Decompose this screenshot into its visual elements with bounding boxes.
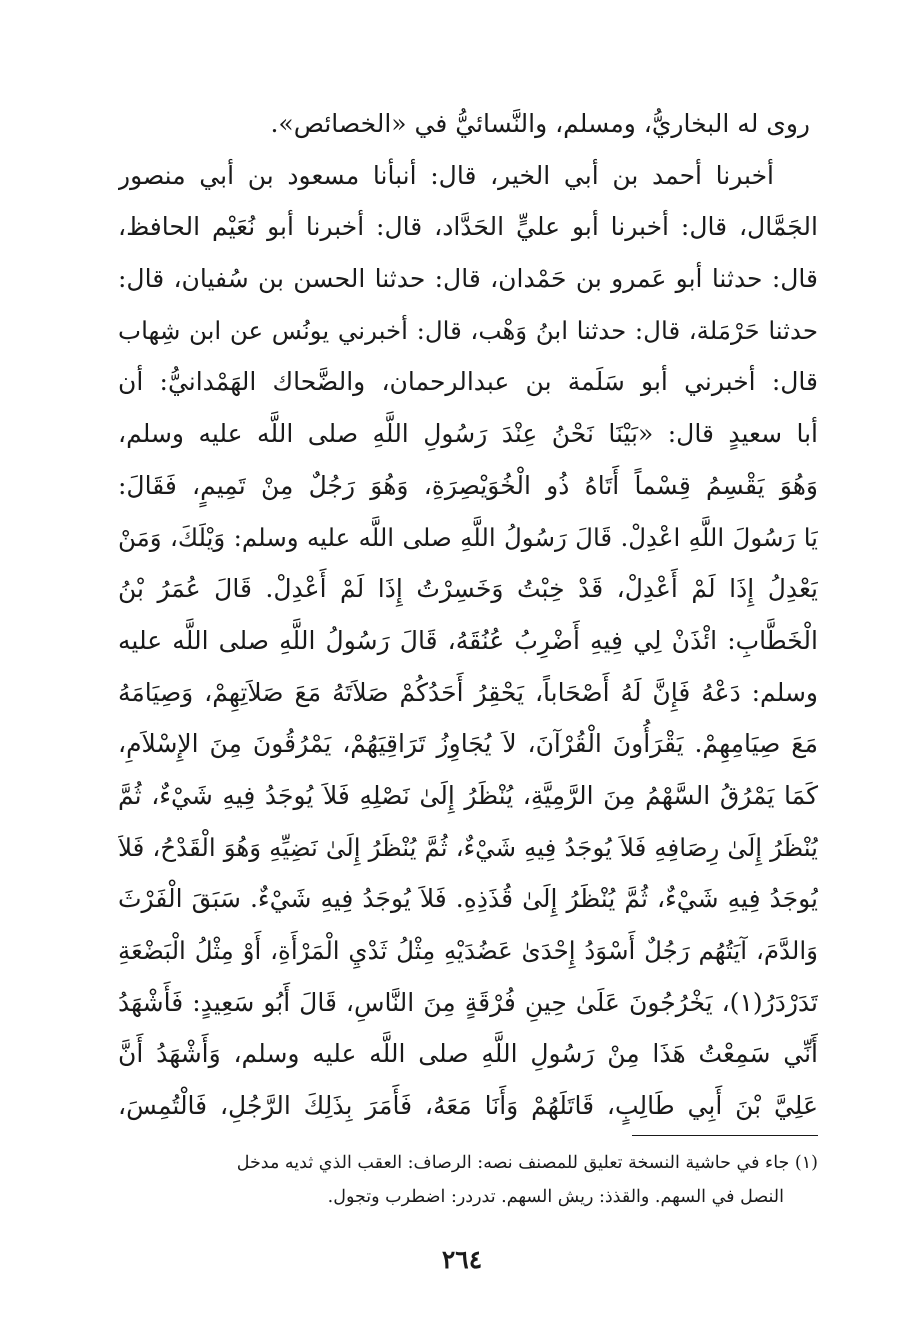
text-line: أَنِّي سَمِعْتُ هَذَا مِنْ رَسُولِ اللَّهِ صلى اللَّه عليه وسلم، وَأَشْهَدُ أَنَّ bbox=[118, 1039, 818, 1069]
text-line: يَعْدِلُ إِذَا لَمْ أَعْدِلْ، قَدْ خِبْتُ وَخَسِرْتُ إِذَا لَمْ أَعْدِلْ. قَالَ عُمَرُ بْنُ bbox=[118, 574, 818, 604]
text-line: مَعَ صِيَامِهِمْ. يَقْرَأُونَ الْقُرْآنَ، لاَ يُجَاوِزُ تَرَاقِيَهُمْ، يَمْرُقُونَ مِنَ الإِسْلاَمِ، bbox=[118, 729, 818, 759]
footnote-separator bbox=[632, 1135, 818, 1136]
footnote-line: (١) جاء في حاشية النسخة تعليق للمصنف نصه: الرصاف: العقب الذي ثديه مدخل bbox=[236, 1153, 818, 1173]
text-line: قال: حدثنا أبو عَمرو بن حَمْدان، قال: حدثنا الحسن بن سُفيان، قال: bbox=[118, 264, 818, 294]
text-line: أخبرنا أحمد بن أبي الخير، قال: أنبأنا مسعود بن أبي منصور bbox=[118, 160, 774, 190]
text-line: يُوجَدُ فِيهِ شَيْءٌ، ثُمَّ يُنْظَرُ إِلَىٰ قُذَذِهِ. فَلاَ يُوجَدُ فِيهِ شَيْءٌ. سَبَقَ الْفَرْثَ bbox=[118, 884, 818, 914]
text-line: كَمَا يَمْرُقُ السَّهْمُ مِنَ الرَّمِيَّةِ، يُنْظَرُ إِلَىٰ نَصْلِهِ فَلاَ يُوجَدُ فِيهِ شَيْءٌ، ثُمَّ bbox=[118, 780, 818, 810]
text-line: روى له البخاريُّ، ومسلم، والنَّسائيُّ في «الخصائص». bbox=[270, 109, 810, 138]
page-number: ٢٦٤ bbox=[441, 1245, 483, 1274]
text-line: يُنْظَرُ إِلَىٰ رِصَافِهِ فَلاَ يُوجَدُ فِيهِ شَيْءٌ، ثُمَّ يُنْظَرُ إِلَىٰ نَضِيِّهِ وَهُوَ الْقَدْحُ، فَلاَ bbox=[118, 832, 818, 862]
text-line: عَلِيَّ بْنَ أَبِي طَالِبٍ، قَاتَلَهُمْ وَأَنَا مَعَهُ، فَأَمَرَ بِذَلِكَ الرَّجُلِ، فَالْتُمِسَ، bbox=[118, 1091, 818, 1121]
text-line: الجَمَّال، قال: أخبرنا أبو عليٍّ الحَدَّاد، قال: أخبرنا أبو نُعَيْم الحافظ، bbox=[118, 212, 818, 242]
text-line: وَالدَّمَ، آيَتُهُم رَجُلٌ أَسْوَدُ إِحْدَىٰ عَضُدَيْهِ مِثْلُ ثَدْيِ الْمَرْأَةِ، أَوْ مِثْلُ الْبَضْعَةِ bbox=[118, 936, 818, 965]
text-line: وسلم: دَعْهُ فَإِنَّ لَهُ أَصْحَاباً، يَحْقِرُ أَحَدُكُمْ صَلاَتَهُ مَعَ صَلاَتِهِمْ، وَصِيَامَهُ bbox=[118, 677, 818, 707]
text-line: قال: أخبرني أبو سَلَمة بن عبدالرحمان، والضَّحاك الهَمْدانيُّ: أن bbox=[118, 367, 818, 397]
text-line: أبا سعيدٍ قال: «بَيْنَا نَحْنُ عِنْدَ رَسُولِ اللَّهِ صلى اللَّه عليه وسلم، bbox=[118, 419, 818, 449]
main-text bbox=[118, 98, 818, 1132]
text-line: يَا رَسُولَ اللَّهِ اعْدِلْ. قَالَ رَسُولُ اللَّهِ صلى اللَّه عليه وسلم: وَيْلَكَ، وَمَنْ bbox=[118, 522, 818, 552]
text-line: الْخَطَّابِ: ائْذَنْ لِي فِيهِ أَضْرِبُ عُنُقَهُ، قَالَ رَسُولُ اللَّهِ صلى اللَّه عليه bbox=[118, 625, 818, 655]
footnote-line: النصل في السهم. والقذذ: ريش السهم. تدردر: اضطرب وتجول. bbox=[327, 1187, 784, 1207]
text-line: حدثنا حَرْمَلة، قال: حدثنا ابنُ وَهْب، قال: أخبرني يونُس عن ابن شِهاب bbox=[118, 315, 818, 345]
text-line: وَهُوَ يَقْسِمُ قِسْماً أَتَاهُ ذُو الْخُوَيْصِرَةِ، وَهُوَ رَجُلٌ مِنْ تَمِيمٍ، فَقَالَ: bbox=[118, 470, 818, 500]
footnotes bbox=[118, 1146, 818, 1214]
text-line: تَدَرْدَرُ(١)، يَخْرُجُونَ عَلَىٰ حِينِ فُرْقَةٍ مِنَ النَّاسِ، قَالَ أَبُو سَعِيدٍ: فَأَشْهَدُ bbox=[118, 987, 818, 1017]
